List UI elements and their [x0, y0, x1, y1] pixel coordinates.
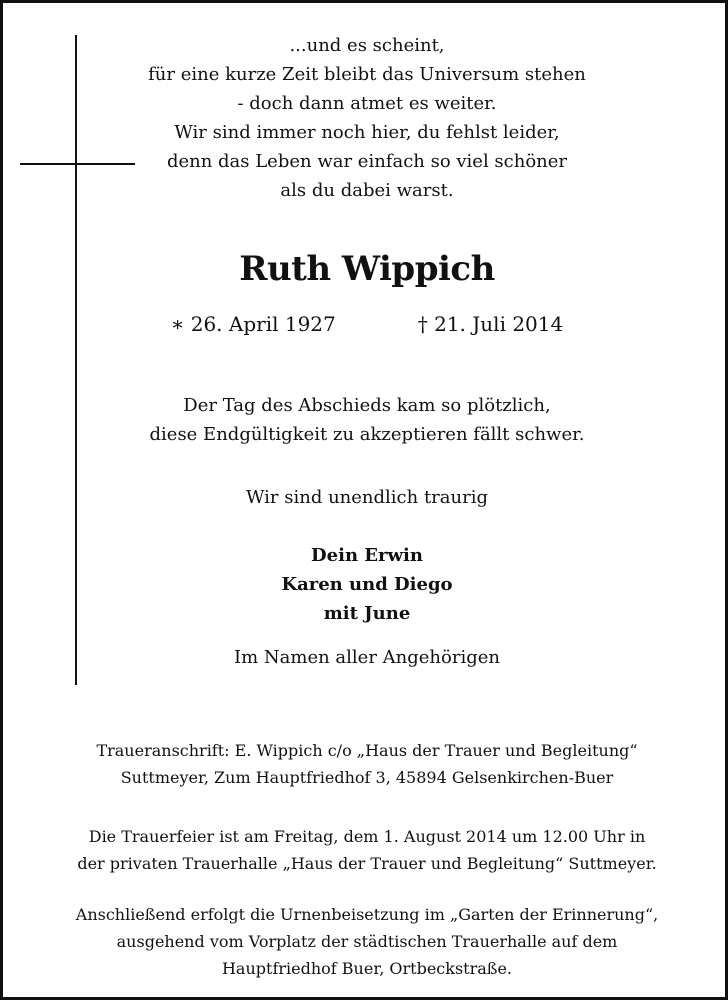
urn-line: ausgehend vom Vorplatz der städtischen Trauerhalle auf dem [116, 932, 618, 951]
family-line: mit June [323, 603, 411, 624]
poem-line: denn das Leben war einfach so viel schöner [166, 151, 568, 172]
family-line: Dein Erwin [311, 545, 423, 566]
poem-line: - doch dann atmet es weiter. [237, 93, 497, 114]
poem-line: für eine kurze Zeit bleibt das Universum stehen [148, 64, 586, 85]
farewell-verse [3, 391, 728, 449]
death-date: † 21. Juli 2014 [417, 312, 564, 336]
family-line: Karen und Diego [281, 574, 453, 595]
poem-line: ...und es scheint, [289, 35, 445, 56]
urn-line: Anschließend erfolgt die Urnenbeisetzung im „Garten der Erinnerung“, [75, 905, 659, 924]
deceased-name: Ruth Wippich [239, 249, 495, 289]
verse-line: Der Tag des Abschieds kam so plötzlich, [183, 395, 551, 416]
life-dates [3, 309, 728, 339]
address-line: Suttmeyer, Zum Hauptfriedhof 3, 45894 Gelsenkirchen-Buer [120, 768, 614, 787]
mourning-line: Wir sind unendlich traurig [245, 487, 488, 508]
verse-line: diese Endgültigkeit zu akzeptieren fällt schwer. [149, 424, 585, 445]
poem-line: als du dabei warst. [280, 180, 454, 201]
relatives-line: Im Namen aller Angehörigen [234, 647, 500, 668]
funeral-line: Die Trauerfeier ist am Freitag, dem 1. August 2014 um 12.00 Uhr in [88, 827, 646, 846]
family-signatures [3, 541, 728, 628]
funeral-service-info [3, 823, 728, 877]
urn-line: Hauptfriedhof Buer, Ortbeckstraße. [221, 959, 513, 978]
address-line: Traueranschrift: E. Wippich c/o „Haus der Trauer und Begleitung“ [96, 741, 638, 760]
poem [3, 31, 728, 205]
mourning-address [3, 737, 728, 791]
poem-line: Wir sind immer noch hier, du fehlst leider, [174, 122, 560, 143]
birth-date: ∗ 26. April 1927 [170, 312, 336, 336]
funeral-line: der privaten Trauerhalle „Haus der Trauer und Begleitung“ Suttmeyer. [77, 854, 657, 873]
urn-burial-info [3, 901, 728, 982]
